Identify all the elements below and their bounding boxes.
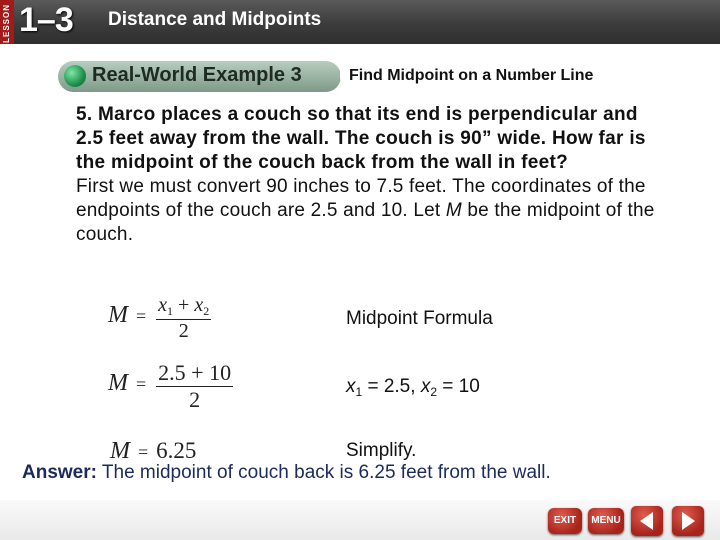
step-1-x1: x (158, 294, 168, 316)
next-button[interactable] (672, 506, 704, 536)
step-3-lhs: M (110, 438, 130, 464)
example-subtitle: Find Midpoint on a Number Line (349, 67, 594, 84)
globe-icon (64, 65, 86, 87)
step-1-plus: + (178, 294, 190, 316)
arrow-right-icon (677, 510, 699, 532)
lesson-title: Distance and Midpoints (108, 9, 322, 30)
step-2-note-x1: x (346, 376, 356, 397)
step-3-note: Simplify. (346, 440, 417, 461)
problem-body (76, 103, 666, 247)
answer-label: Answer: (22, 462, 97, 483)
formula-step-1 (108, 294, 211, 343)
step-2-note-val1: = 2.5, (362, 376, 421, 397)
step-1-sub1: 1 (167, 304, 174, 318)
problem-explanation (76, 175, 666, 247)
lesson-word: LESSON (2, 4, 11, 43)
lesson-number: 1–3 (19, 1, 73, 39)
step-2-note-sub2: 2 (430, 385, 437, 399)
step-2-note (346, 376, 480, 399)
step-1-note: Midpoint Formula (346, 308, 493, 329)
step-2-lhs: M (108, 370, 128, 397)
step-2-equals: = (136, 374, 147, 395)
problem-statement: 5. Marco places a couch so that its end is perpendicular and 2.5 feet away from the wall. The couch is 90” wide. How far is the midpoint of the couch back from the wall in feet? (76, 104, 646, 173)
step-1-fraction (156, 294, 211, 343)
step-1-lhs: M (108, 302, 128, 329)
formula-step-2 (108, 360, 233, 413)
step-1-x2: x (194, 294, 204, 316)
step-3-value: 6.25 (156, 438, 197, 463)
step-1-denominator: 2 (178, 320, 189, 342)
step-2-fraction (156, 360, 233, 413)
step-3-equals: = (138, 442, 149, 462)
example-label: Real-World Example 3 (92, 64, 302, 86)
answer-line (22, 462, 551, 484)
answer-text: The midpoint of couch back is 6.25 feet from the wall. (96, 462, 551, 483)
step-1-numerator (156, 294, 211, 320)
step-2-note-x2: x (420, 376, 431, 397)
explanation-part-1: First we must convert 90 inches to 7.5 feet. The coordinates of the endpoints of the couch are 2.5 and 10. Let (76, 176, 646, 221)
formula-step-3 (110, 438, 196, 465)
explanation-part-2: be the midpoint of the couch. (76, 200, 655, 245)
step-1-equals: = (136, 306, 147, 327)
arrow-left-icon (636, 510, 658, 532)
menu-button[interactable]: MENU (588, 508, 624, 534)
explanation-variable: M (445, 200, 462, 221)
step-2-denominator: 2 (189, 387, 201, 412)
previous-button[interactable] (631, 506, 663, 536)
step-2-note-sub1: 1 (355, 385, 363, 399)
exit-button[interactable]: EXIT (548, 508, 582, 534)
step-2-numerator: 2.5 + 10 (158, 360, 232, 385)
step-2-note-val2: = 10 (437, 376, 480, 397)
step-1-sub2: 2 (203, 304, 210, 318)
